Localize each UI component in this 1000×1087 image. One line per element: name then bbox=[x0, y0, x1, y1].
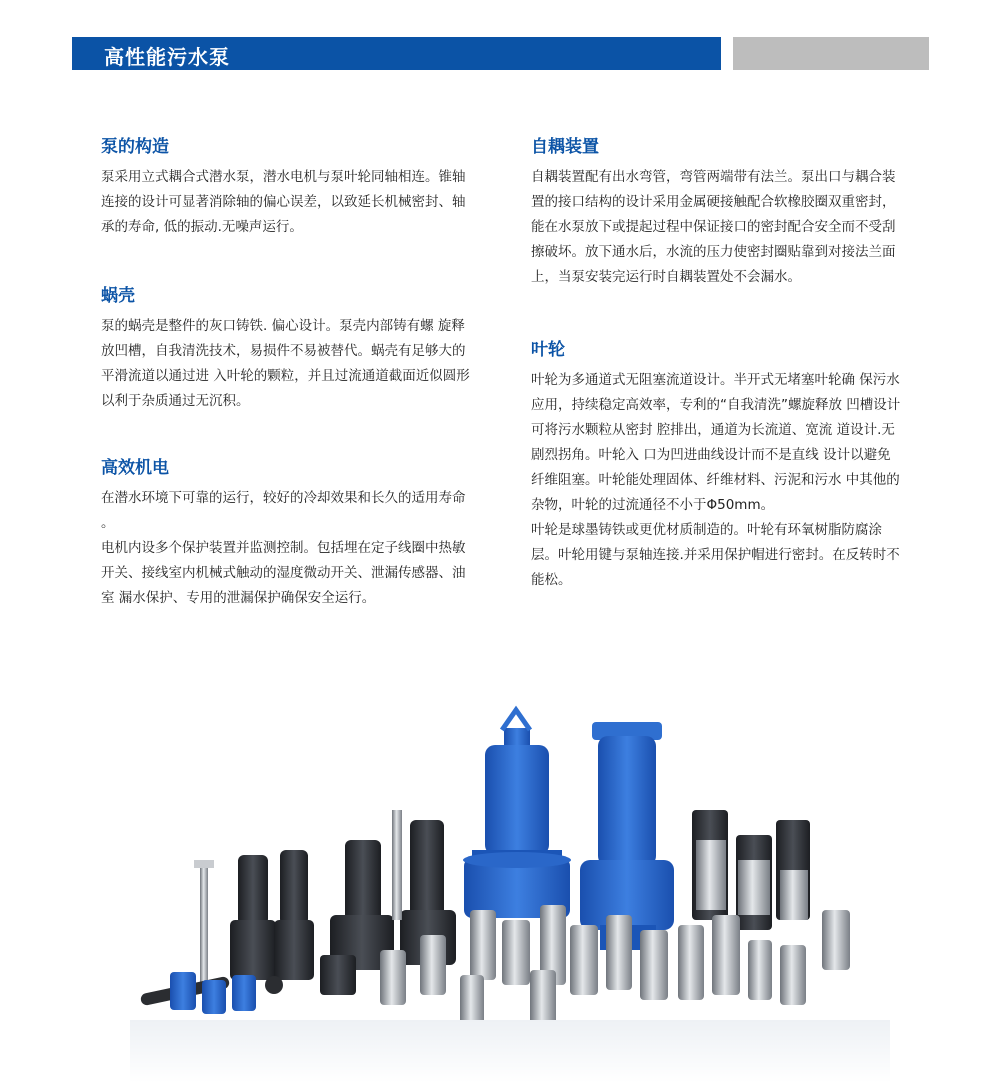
section-paragraph: 泵的蜗壳是整件的灰口铸铁. 偏心设计。泵壳内部铸有螺 旋释放凹槽，自我清洗技术，易损件不易被替代。蜗壳有足够大的平滑流道以通过进 入叶轮的颗粒，并且过流通道截面近似圆形以利于杂质通过无沉积。 bbox=[101, 318, 470, 409]
section-title: 泵的构造 bbox=[101, 137, 169, 157]
section-title: 叶轮 bbox=[531, 340, 565, 360]
section-title: 高效机电 bbox=[101, 458, 169, 478]
section-paragraph: 叶轮是球墨铸铁或更优材质制造的。叶轮有环氧树脂防腐涂层。叶轮用键与泵轴连接.并采用保护帽进行密封。在反转时不能松。 bbox=[531, 522, 900, 588]
section-title: 蜗壳 bbox=[101, 286, 135, 306]
section-efficient-motor bbox=[101, 453, 471, 611]
section-auto-coupling bbox=[531, 132, 901, 290]
pump-lineup-icon bbox=[130, 700, 890, 1083]
section-paragraph: 电机内设多个保护装置并监测控制。包括埋在定子线圈中热敏 开关、接线室内机械式触动的湿度微动开关、泄漏传感器、油室 漏水保护、专用的泄漏保护确保安全运行。 bbox=[101, 540, 466, 606]
section-title: 自耦装置 bbox=[531, 137, 599, 157]
header-gray-bar bbox=[733, 37, 929, 70]
section-paragraph: 叶轮为多通道式无阻塞流道设计。半开式无堵塞叶轮确 保污水应用，持续稳定高效率，专利的“自我清洗”螺旋释放 凹槽设计可将污水颗粒从密封 腔排出，通道为长流道、宽流 道设计.无剧烈拐角。叶轮入 口为凹进曲线设计而不是直线 设计以避免纤维阻塞。叶轮能处理固体、纤维材料、污泥和污水 中其他的杂物，叶轮的过流通径不小于Φ50mm。 bbox=[531, 372, 901, 513]
section-impeller bbox=[531, 335, 901, 593]
section-volute-casing bbox=[101, 281, 471, 414]
page-title: 高性能污水泵 bbox=[104, 45, 230, 69]
section-pump-structure bbox=[101, 132, 471, 240]
section-paragraph: 自耦装置配有出水弯管，弯管两端带有法兰。泵出口与耦合装置的接口结构的设计采用金属硬接触配合软橡胶圈双重密封，能在水泵放下或提起过程中保证接口的密封配合安全而不受刮擦破坏。放下通水后，水流的压力使密封圈贴靠到对接法兰面上，当泵安装完运行时自耦装置处不会漏水。 bbox=[531, 169, 896, 285]
pump-product-lineup-image bbox=[130, 700, 890, 1083]
section-paragraph: 在潜水环境下可靠的运行，较好的冷却效果和长久的适用寿命 。 bbox=[101, 490, 466, 531]
section-paragraph: 泵采用立式耦合式潜水泵，潜水电机与泵叶轮同轴相连。锥轴连接的设计可显著消除轴的偏心误差，以致延长机械密封、轴承的寿命, 低的振动.无噪声运行。 bbox=[101, 169, 466, 235]
header-bar bbox=[72, 37, 721, 70]
